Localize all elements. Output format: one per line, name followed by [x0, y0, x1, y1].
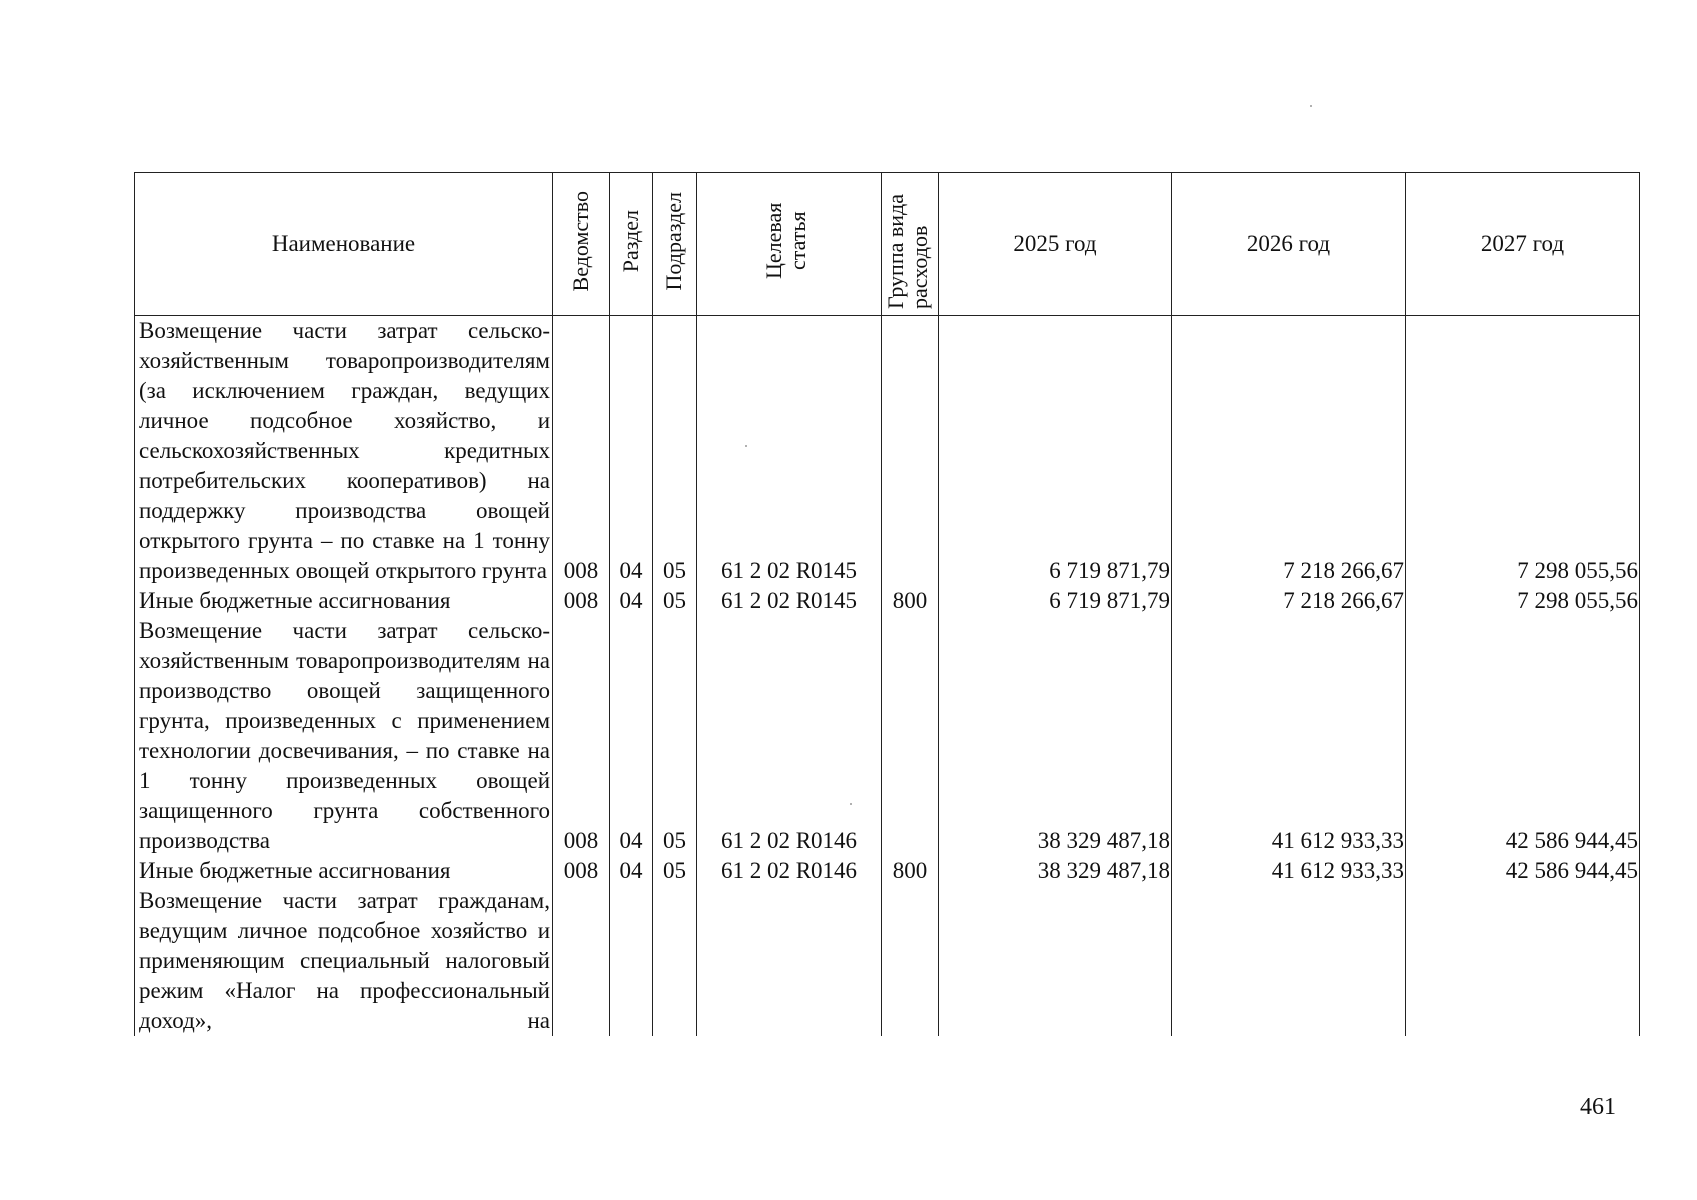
row-celevaya [697, 886, 882, 1036]
row-name: Возмещение части затрат сельскохозяйственным товаропроизводителям на производство овощей защищенного грунта, произведенных с применением технологии досвечивания, – по ставке на 1 тонну произведенных овощей защищенного грунта собственного производства [135, 616, 553, 856]
row-celevaya: 61 2 02 R0145 [697, 586, 882, 616]
row-podrazdel: 05 [653, 586, 697, 616]
page-number: 461 [1580, 1094, 1616, 1120]
row-vedomstvo: 008 [553, 856, 610, 886]
header-name: Наименование [135, 173, 553, 316]
header-2025: 2025 год [939, 173, 1172, 316]
row-razdel [610, 886, 653, 1036]
row-name: Возмещение части затрат гражданам, ведущим личное подсобное хозяйство и применяющим специальный налоговый режим «Налог на профессиональный доход», на [135, 886, 553, 1036]
row-gruppa [882, 886, 939, 1036]
header-celevaya: Целевая статья [697, 173, 882, 316]
row-2025 [939, 886, 1172, 1036]
scan-speck [1310, 105, 1312, 107]
row-vedomstvo: 008 [553, 616, 610, 856]
row-razdel: 04 [610, 316, 653, 587]
row-2027: 7 298 055,56 [1406, 316, 1640, 587]
header-razdel: Раздел [610, 173, 653, 316]
header-2027: 2027 год [1406, 173, 1640, 316]
row-podrazdel: 05 [653, 616, 697, 856]
table-row [135, 886, 1640, 1036]
row-2026: 7 218 266,67 [1172, 586, 1406, 616]
row-2025: 6 719 871,79 [939, 586, 1172, 616]
row-gruppa [882, 616, 939, 856]
budget-table [134, 172, 1640, 1036]
row-2026: 7 218 266,67 [1172, 316, 1406, 587]
scan-speck [745, 445, 747, 447]
row-2026 [1172, 886, 1406, 1036]
header-podrazdel: Подраздел [653, 173, 697, 316]
row-2026: 41 612 933,33 [1172, 856, 1406, 886]
row-2025: 38 329 487,18 [939, 616, 1172, 856]
row-vedomstvo: 008 [553, 316, 610, 587]
row-celevaya: 61 2 02 R0146 [697, 616, 882, 856]
header-2026: 2026 год [1172, 173, 1406, 316]
scan-speck [850, 803, 852, 805]
row-2027: 42 586 944,45 [1406, 616, 1640, 856]
row-gruppa: 800 [882, 856, 939, 886]
table-row [135, 616, 1640, 856]
table-row [135, 856, 1640, 886]
row-podrazdel: 05 [653, 316, 697, 587]
header-vedomstvo: Ведомство [553, 173, 610, 316]
row-2027: 7 298 055,56 [1406, 586, 1640, 616]
table-header-row [135, 173, 1640, 316]
table-row [135, 586, 1640, 616]
row-name: Иные бюджетные ассигнования [135, 856, 553, 886]
row-celevaya: 61 2 02 R0146 [697, 856, 882, 886]
row-2025: 6 719 871,79 [939, 316, 1172, 587]
row-razdel: 04 [610, 586, 653, 616]
budget-table-wrap [134, 172, 1639, 1036]
row-gruppa: 800 [882, 586, 939, 616]
row-name: Возмещение части затрат сельскохозяйственным товаропроизводителям (за исключением граждан, ведущих личное подсобное хозяйство, и сельскохозяйственных кредитных потребительских кооперативов) на поддержку производства овощей открытого грунта – по ставке на 1 тонну произведенных овощей открытого грунта [135, 316, 553, 587]
row-gruppa [882, 316, 939, 587]
row-razdel: 04 [610, 616, 653, 856]
row-vedomstvo [553, 886, 610, 1036]
row-razdel: 04 [610, 856, 653, 886]
row-vedomstvo: 008 [553, 586, 610, 616]
table-row [135, 316, 1640, 587]
row-podrazdel: 05 [653, 856, 697, 886]
row-2025: 38 329 487,18 [939, 856, 1172, 886]
row-2027: 42 586 944,45 [1406, 856, 1640, 886]
row-name: Иные бюджетные ассигнования [135, 586, 553, 616]
row-celevaya: 61 2 02 R0145 [697, 316, 882, 587]
header-gruppa: Группа вида расходов [882, 173, 939, 316]
row-2027 [1406, 886, 1640, 1036]
row-2026: 41 612 933,33 [1172, 616, 1406, 856]
row-podrazdel [653, 886, 697, 1036]
